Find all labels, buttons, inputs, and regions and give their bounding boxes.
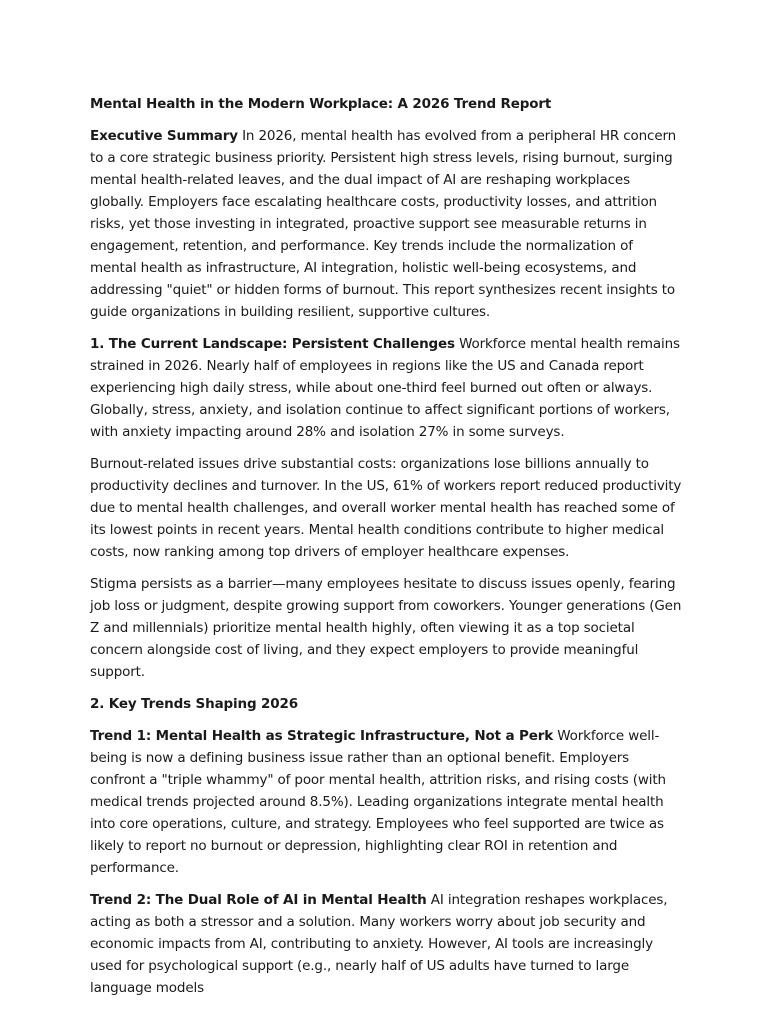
executive-summary-heading: Executive Summary [90, 128, 238, 144]
section1-text: Workforce mental health remains strained in 2026. Nearly half of employees in regions like the US and Canada report experiencing high daily stress, while about one-third feel burned out often or always. Globally, stress, anxiety, and isolation continue to affect significant portions of workers, with anxiety impacting around 28% and isolation 27% in some surveys. [90, 336, 680, 440]
executive-summary-text: In 2026, mental health has evolved from a peripheral HR concern to a core strategic business priority. Persistent high stress levels, rising burnout, surging mental health-related leaves, and the dual impact of AI are reshaping workplaces globally. Employers face escalating healthcare costs, productivity losses, and attrition risks, yet those investing in integrated, proactive support see measurable returns in engagement, retention, and performance. Key trends include the normalization of mental health as infrastructure, AI integration, holistic well-being ecosystems, and addressing "quiet" or hidden forms of burnout. This report synthesizes recent insights to guide organizations in building resilient, supportive cultures. [90, 128, 677, 320]
document-page [90, 93, 682, 1009]
section2-heading: 2. Key Trends Shaping 2026 [90, 696, 299, 712]
section1-paragraph1 [90, 333, 682, 443]
executive-summary-paragraph [90, 125, 682, 323]
trend2-paragraph [90, 889, 682, 999]
trend1-heading: Trend 1: Mental Health as Strategic Infrastructure, Not a Perk [90, 728, 554, 744]
section1-paragraph2: Burnout-related issues drive substantial costs: organizations lose billions annually to productivity declines and turnover. In the US, 61% of workers report reduced productivity due to mental health challenges, and overall worker mental health has reached some of its lowest points in recent years. Mental health conditions contribute to higher medical costs, now ranking among top drivers of employer healthcare expenses. [90, 456, 682, 560]
trend2-text: AI integration reshapes workplaces, acting as both a stressor and a solution. Many workers worry about job security and economic impacts from AI, contributing to anxiety. However, AI tools are increasingly used for psychological support (e.g., nearly half of US adults have turned to large language models [90, 892, 668, 996]
trend1-paragraph [90, 725, 682, 879]
trend2-heading: Trend 2: The Dual Role of AI in Mental Health [90, 892, 427, 908]
section1-paragraph3: Stigma persists as a barrier—many employees hesitate to discuss issues openly, fearing job loss or judgment, despite growing support from coworkers. Younger generations (Gen Z and millennials) prioritize mental health highly, often viewing it as a top societal concern alongside cost of living, and they expect employers to provide meaningful support. [90, 576, 682, 680]
section1-heading: 1. The Current Landscape: Persistent Challenges [90, 336, 455, 352]
document-title: Mental Health in the Modern Workplace: A 2026 Trend Report [90, 96, 552, 112]
trend1-text: Workforce well-being is now a defining business issue rather than an optional benefit. Employers confront a "triple whammy" of poor mental health, attrition risks, and rising costs (with medical trends projected around 8.5%). Leading organizations integrate mental health into core operations, culture, and strategy. Employees who feel supported are twice as likely to report no burnout or depression, highlighting clear ROI in retention and performance. [90, 728, 666, 876]
